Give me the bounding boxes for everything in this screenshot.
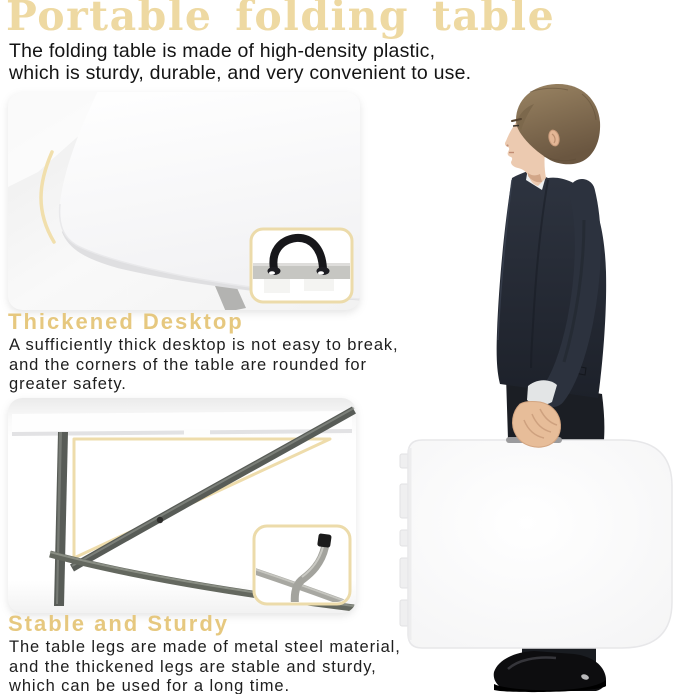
hero-photo: [360, 80, 679, 694]
eye: [513, 126, 519, 127]
text-line: A sufficiently thick desktop is not easy to break,: [9, 336, 399, 354]
section-heading-thickened-desktop: Thickened Desktop: [8, 309, 244, 334]
text-line: which can be used for a long time.: [9, 677, 290, 694]
nostril: [506, 144, 508, 146]
foot-cap-inset: [248, 526, 350, 605]
section-text-stable-sturdy: [9, 638, 401, 694]
edge-latch: [304, 279, 334, 291]
folded-edge-rail: [253, 266, 350, 279]
foot-cap: [317, 533, 332, 548]
man-carrying-table-illustration: [360, 80, 679, 694]
hinge-bolt: [157, 517, 163, 523]
edge-latch: [264, 279, 290, 293]
folded-table: [400, 437, 672, 648]
inset-frame: [254, 526, 350, 604]
text-line: and the corners of the table are rounded for: [9, 355, 367, 374]
section-heading-stable-sturdy: Stable and Sturdy: [8, 611, 230, 636]
stable-sturdy-photo: [8, 398, 356, 613]
handle-rivet: [318, 271, 324, 275]
folded-edge-lip: [253, 263, 350, 267]
text-line: and the thickened legs are stable and sturdy,: [9, 657, 377, 676]
text-line: The table legs are made of metal steel material,: [9, 638, 401, 656]
subtitle-line: The folding table is made of high-density plastic,: [9, 40, 436, 62]
page-title: Portable folding table: [6, 0, 556, 40]
folded-tabletop: [408, 440, 672, 648]
section-text-thickened-desktop: [9, 336, 399, 395]
subtitle-line: which is sturdy, durable, and very convenient to use.: [9, 61, 472, 84]
table-corner-illustration: [8, 92, 360, 310]
subtitle: [9, 41, 471, 84]
tabletop-notch: [184, 429, 210, 435]
leg-frame-illustration: [8, 398, 356, 613]
tabletop-underside: [12, 411, 352, 432]
carry-handle-inset: [251, 229, 352, 302]
text-line: greater safety.: [9, 375, 127, 393]
handle-rivet: [269, 271, 275, 275]
thickened-desktop-photo: [8, 92, 360, 310]
